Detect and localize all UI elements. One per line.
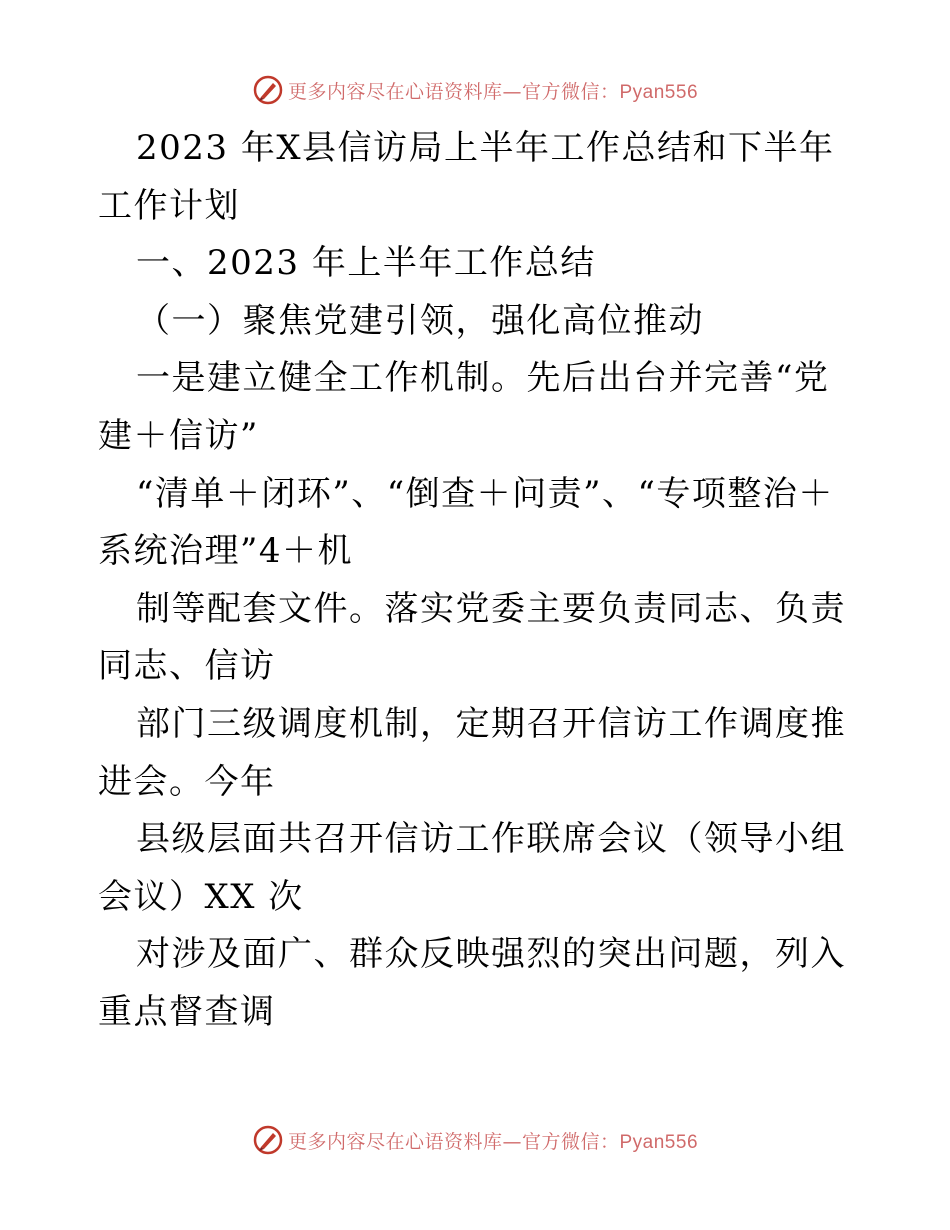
- pen-logo-icon: [252, 1124, 284, 1156]
- body-paragraph: 部门三级调度机制，定期召开信访工作调度推进会。今年: [98, 703, 846, 802]
- body-paragraph: “清单＋闭环”、“倒查＋问责”、“专项整治＋系统治理”4＋机: [98, 473, 834, 572]
- section-heading: 一、2023 年上半年工作总结: [136, 243, 596, 284]
- body-paragraph: 制等配套文件。落实党委主要负责同志、负责同志、信访: [98, 588, 846, 687]
- body-paragraph: 县级层面共召开信访工作联席会议（领导小组会议）XX 次: [98, 819, 846, 917]
- pen-logo-icon: [252, 74, 284, 106]
- body-paragraph: 对涉及面广、群众反映强烈的突出问题，列入重点督查调: [98, 934, 846, 1032]
- body-paragraph: 一是建立健全工作机制。先后出台并完善“党建＋信访”: [98, 358, 830, 456]
- document-body: [98, 120, 858, 1042]
- watermark-text: 更多内容尽在心语资料库—官方微信：Pyan556: [287, 1130, 699, 1153]
- footer-watermark: [0, 1120, 950, 1160]
- watermark-text: 更多内容尽在心语资料库—官方微信：Pyan556: [287, 80, 699, 103]
- document-title: 2023 年X县信访局上半年工作总结和下半年工作计划: [98, 128, 835, 226]
- subsection-heading: （一）聚焦党建引领，强化高位推动: [136, 300, 704, 341]
- header-watermark: [0, 70, 950, 110]
